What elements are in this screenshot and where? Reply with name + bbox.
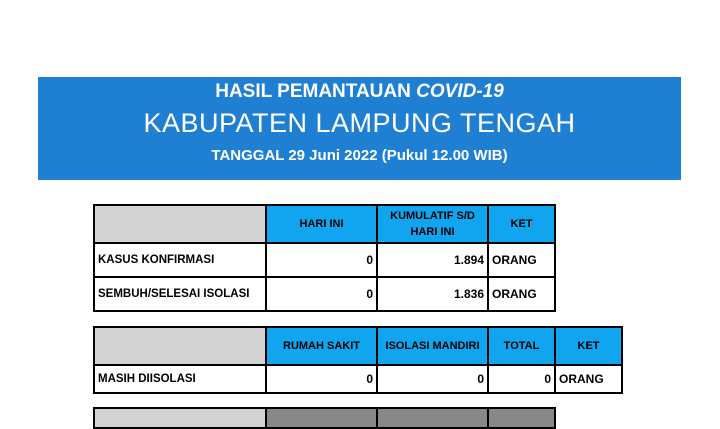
kasus-konfirmasi-today: 0	[266, 243, 377, 277]
masih-diisolasi-total: 0	[488, 365, 555, 393]
isolation-table	[93, 326, 623, 394]
table1-header-ket: KET	[488, 205, 555, 243]
row-label-kasus-konfirmasi: KASUS KONFIRMASI	[94, 243, 266, 277]
sembuh-ket: ORANG	[488, 277, 555, 311]
row-label-masih-diisolasi: MASIH DIISOLASI	[94, 365, 266, 393]
table2-corner-cell	[94, 327, 266, 365]
report-title: HASIL PEMANTAUAN COVID-19	[215, 81, 504, 102]
kasus-konfirmasi-ket: ORANG	[488, 243, 555, 277]
table3-corner-cell	[94, 408, 266, 428]
region-title: KABUPATEN LAMPUNG TENGAH	[143, 108, 576, 138]
table1-corner-cell	[94, 205, 266, 243]
table3-header-cell	[266, 408, 377, 428]
sembuh-cumulative: 1.836	[377, 277, 488, 311]
sembuh-today: 0	[266, 277, 377, 311]
table2-header-ket: KET	[555, 327, 622, 365]
table2-header-isolasi-mandiri: ISOLASI MANDIRI	[377, 327, 488, 365]
table3-header-cell	[377, 408, 488, 428]
table3-header-cell	[488, 408, 555, 428]
table2-header-total: TOTAL	[488, 327, 555, 365]
report-date: TANGGAL 29 Juni 2022 (Pukul 12.00 WIB)	[211, 147, 508, 164]
table1-header-hari-ini: HARI INI	[266, 205, 377, 243]
next-table-partial	[93, 407, 556, 429]
table2-header-rumah-sakit: RUMAH SAKIT	[266, 327, 377, 365]
row-label-sembuh: SEMBUH/SELESAI ISOLASI	[94, 277, 266, 311]
masih-diisolasi-ket: ORANG	[555, 365, 622, 393]
masih-diisolasi-isoman: 0	[377, 365, 488, 393]
kasus-konfirmasi-cumulative: 1.894	[377, 243, 488, 277]
report-title-covid: COVID-19	[416, 81, 504, 102]
table1-header-kumulatif: KUMULATIF S/D HARI INI	[377, 205, 488, 243]
masih-diisolasi-rumah-sakit: 0	[266, 365, 377, 393]
case-summary-table	[93, 204, 556, 312]
report-header-banner	[38, 77, 681, 180]
